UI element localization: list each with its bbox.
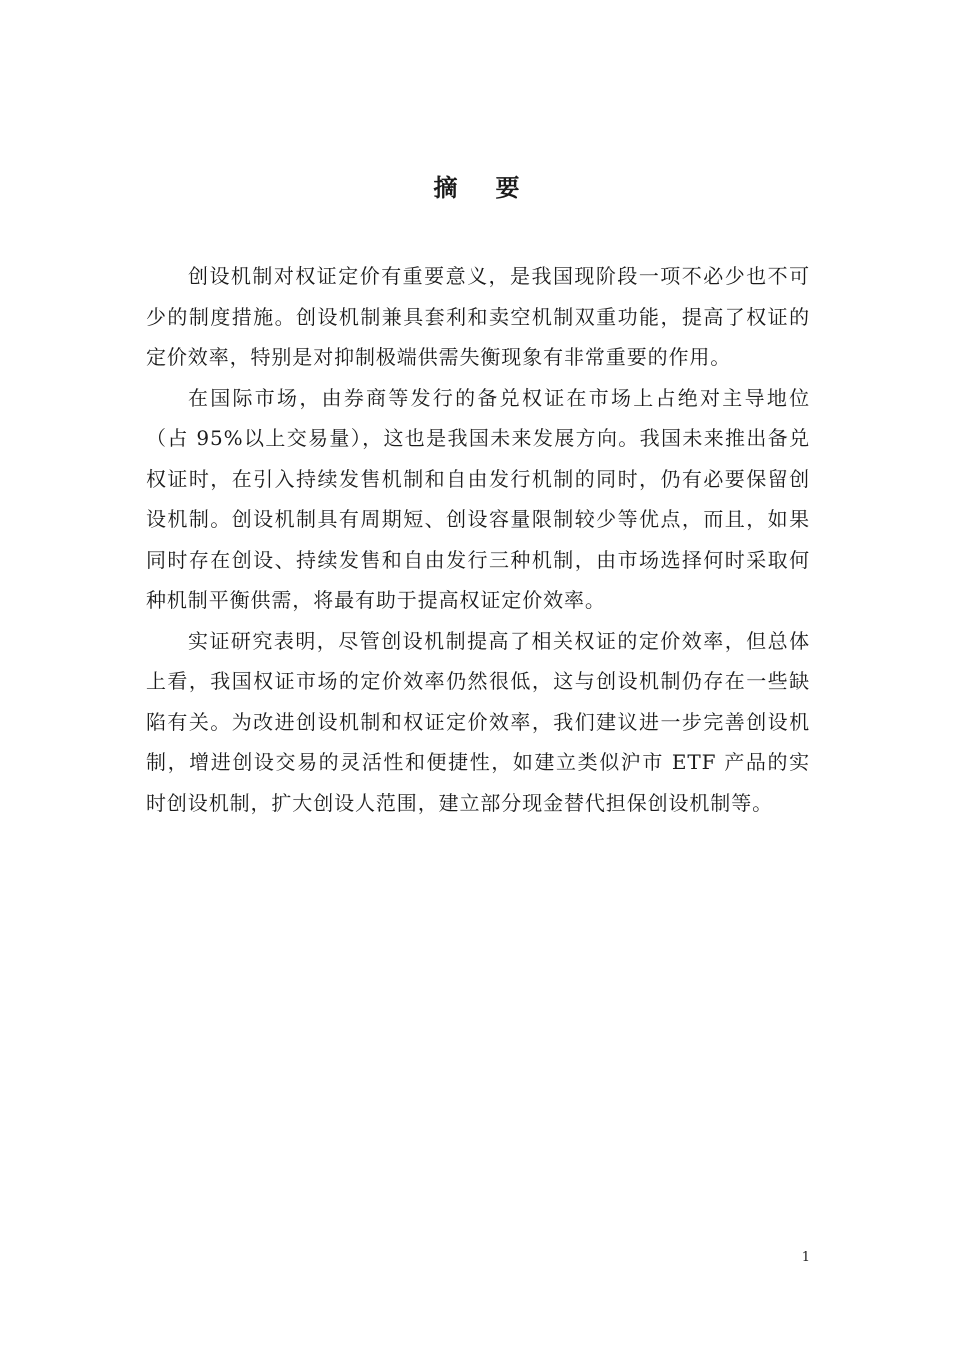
page-number: 1	[801, 1250, 810, 1265]
paragraph-3: 实证研究表明，尽管创设机制提高了相关权证的定价效率，但总体上看，我国权证市场的定价效率仍然很低，这与创设机制仍存在一些缺陷有关。为改进创设机制和权证定价效率，我们建议进一步完善创设机制，增进创设交易的灵活性和便捷性，如建立类似沪市 ETF 产品的实时创设机制，扩大创设人范围，建立部分现金替代担保创设机制等。	[146, 628, 810, 815]
paragraph-2: 在国际市场，由券商等发行的备兑权证在市场上占绝对主导地位（占 95%以上交易量），这也是我国未来发展方向。我国未来推出备兑权证时，在引入持续发售机制和自由发行机制的同时，仍有必要保留创设机制。创设机制具有周期短、创设容量限制较少等优点，而且，如果同时存在创设、持续发售和自由发行三种机制，由市场选择何时采取何种机制平衡供需，将最有助于提高权证定价效率。	[146, 385, 810, 612]
paragraph-1: 创设机制对权证定价有重要意义，是我国现阶段一项不必少也不可少的制度措施。创设机制兼具套利和卖空机制双重功能，提高了权证的定价效率，特别是对抑制极端供需失衡现象有非常重要的作用。	[146, 264, 810, 369]
page-title: 摘要	[433, 173, 558, 202]
abstract-body	[146, 256, 810, 823]
